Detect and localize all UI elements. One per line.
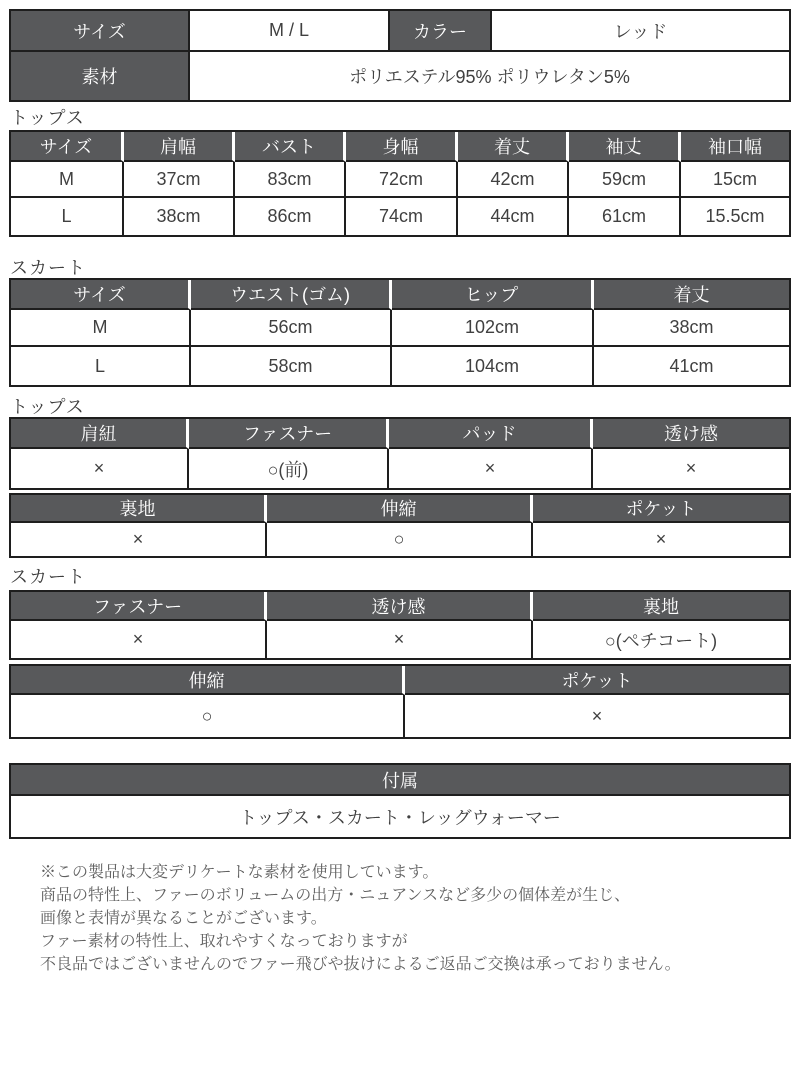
- accessories-table: [9, 763, 791, 839]
- notes-block: [40, 861, 760, 976]
- data-cell: 59cm: [569, 162, 681, 198]
- header-cell: 透け感: [267, 592, 533, 621]
- data-cell: M: [11, 310, 191, 347]
- color-header: カラー: [390, 11, 492, 52]
- tops-size-table: [9, 130, 791, 237]
- data-cell: 104cm: [392, 347, 594, 385]
- size-header: サイズ: [11, 11, 190, 52]
- feature-value: ○(ペチコート): [604, 630, 718, 651]
- feature-value: ○(前): [189, 449, 389, 488]
- accessories-header: 付属: [11, 765, 789, 796]
- header-cell: サイズ: [11, 280, 191, 310]
- section-label-skirt-features: スカート: [10, 567, 86, 587]
- header-cell: 肩紐: [11, 419, 189, 449]
- header-cell: ポケット: [405, 666, 789, 695]
- data-cell: 61cm: [569, 198, 681, 235]
- size-value: M / L: [190, 11, 390, 52]
- header-cell: 袖口幅: [681, 132, 789, 162]
- feature-value: ×: [655, 529, 667, 549]
- tops-features-table-2: [9, 493, 791, 558]
- data-cell: 44cm: [458, 198, 569, 235]
- header-cell: ポケット: [533, 495, 789, 523]
- data-cell: M: [11, 162, 124, 198]
- section-label-tops-size: トップス: [10, 108, 85, 128]
- feature-value: ×: [591, 705, 603, 726]
- color-value: レッド: [492, 11, 789, 52]
- data-cell: 86cm: [235, 198, 346, 235]
- feature-value: ×: [389, 449, 593, 488]
- data-cell: 15.5cm: [705, 206, 765, 226]
- header-cell: 裏地: [533, 592, 789, 621]
- data-cell: 72cm: [346, 162, 458, 198]
- header-cell: 肩幅: [124, 132, 235, 162]
- header-cell: 伸縮: [267, 495, 533, 523]
- tops-features-table-1: [9, 417, 791, 490]
- header-cell: 着丈: [458, 132, 569, 162]
- header-cell: ファスナー: [11, 592, 267, 621]
- header-cell: 着丈: [594, 280, 789, 310]
- feature-value: ○: [11, 695, 405, 737]
- note-line: ファー素材の特性上、取れやすくなっておりますが: [40, 933, 408, 950]
- header-cell: パッド: [389, 419, 593, 449]
- data-cell: L: [11, 347, 191, 385]
- section-label-skirt-size: スカート: [10, 258, 86, 278]
- feature-value: ×: [11, 621, 267, 658]
- accessories-value: トップス・スカート・レッグウォーマー: [239, 807, 561, 828]
- header-cell: 透け感: [593, 419, 789, 449]
- header-cell: ウエスト(ゴム): [191, 280, 392, 310]
- note-line: 不良品ではございませんのでファー飛びや抜けによるご返品ご交換は承っておりません。: [40, 956, 681, 973]
- data-cell: 41cm: [669, 355, 714, 376]
- data-cell: 42cm: [458, 162, 569, 198]
- note-line: 画像と表情が異なることがございます。: [40, 910, 327, 927]
- material-value: ポリエステル95% ポリウレタン5%: [349, 67, 630, 87]
- header-cell: ファスナー: [189, 419, 389, 449]
- data-cell: 83cm: [235, 162, 346, 198]
- feature-value: ○: [267, 523, 533, 556]
- skirt-features-table-2: [9, 664, 791, 739]
- data-cell: 58cm: [191, 347, 392, 385]
- feature-value: ×: [267, 621, 533, 658]
- header-cell: 袖丈: [569, 132, 681, 162]
- feature-value: ×: [685, 458, 697, 478]
- data-cell: 56cm: [191, 310, 392, 347]
- material-header: 素材: [11, 52, 190, 100]
- data-cell: 37cm: [124, 162, 235, 198]
- header-cell: 裏地: [11, 495, 267, 523]
- data-cell: 38cm: [124, 198, 235, 235]
- info-table: [9, 9, 791, 102]
- header-cell: サイズ: [11, 132, 124, 162]
- feature-value: ×: [11, 523, 267, 556]
- header-cell: 身幅: [346, 132, 458, 162]
- header-cell: 伸縮: [11, 666, 405, 695]
- data-cell: L: [11, 198, 124, 235]
- skirt-features-table-1: [9, 590, 791, 660]
- skirt-size-table: [9, 278, 791, 387]
- data-cell: 38cm: [594, 310, 789, 347]
- section-label-tops-features: トップス: [10, 397, 85, 417]
- feature-value: ×: [11, 449, 189, 488]
- note-line: 商品の特性上、ファーのボリュームの出方・ニュアンスなど多少の個体差が生じ、: [40, 887, 631, 904]
- data-cell: 74cm: [346, 198, 458, 235]
- header-cell: バスト: [235, 132, 346, 162]
- header-cell: ヒップ: [392, 280, 594, 310]
- data-cell: 15cm: [681, 162, 789, 198]
- data-cell: 102cm: [392, 310, 594, 347]
- note-line: ※この製品は大変デリケートな素材を使用しています。: [40, 864, 439, 881]
